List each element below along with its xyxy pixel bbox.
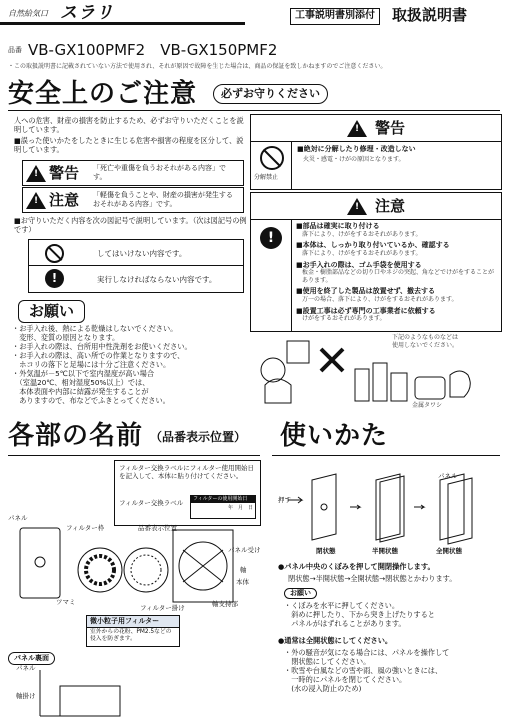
part-shaft: 軸: [240, 566, 247, 574]
part-filter-frame: フィルター枠: [66, 524, 105, 532]
usage-bullet-2-list: ・外の騒音が気になる場合には、パネルを操作して 閉状態にしてください。 ・吹雪や台風などの雪や雨、風の強いときには、 一時的にパネルを閉じてください。 (水の浸入防止のため): [284, 648, 450, 693]
part-shaft-support: 軸支持部: [212, 600, 238, 608]
warning-panel-icon: !: [347, 120, 367, 137]
state-closed: 閉状態: [316, 547, 336, 555]
mandatory-text: 実行しなければならない内容です。: [97, 275, 217, 284]
usage-bullet-2: ●通常は全開状態にしてください。: [278, 636, 393, 645]
warning-item-sub: 火災・感電・けがの原因となります。: [303, 156, 405, 163]
brand-text: 自然給気口: [8, 9, 48, 18]
no-disassembly-icon: [260, 146, 284, 170]
part-body: 本体: [236, 578, 249, 586]
usage-bullet-1-sub: 閉状態→半開状態→全開状態→閉状態とかわります。: [288, 574, 457, 583]
request-title: お願い: [18, 300, 85, 323]
panel-back-diagram: [20, 666, 130, 721]
safety-rule: [8, 110, 500, 111]
warning-label: 警告: [49, 163, 80, 182]
part-knob: ツマミ: [56, 598, 76, 606]
brand-logo: スラリ: [60, 3, 114, 23]
usage-panel-label: パネル: [438, 472, 458, 480]
illus-label: 金属タワシ: [412, 402, 443, 409]
safety-intro: 人への危害、財産の損害を防止するため、必ずお守りいただくことを説明しています。: [14, 116, 244, 134]
state-full-open: 全開状態: [436, 547, 462, 555]
parts-badge: （品番表示位置）: [150, 430, 247, 444]
safety-title: 安全上のご注意: [8, 79, 198, 109]
parts-rule: [8, 455, 260, 456]
caution-item: ■使用を終了した製品は放置せず、撤去する 万一の場合、落下により、けがをするおそれがあります。: [296, 287, 458, 303]
safety-bullet-1: ■誤った使いかたをしたときに生じる危害や損害の程度を区分して、説明しています。: [14, 136, 244, 154]
warning-signal-row: [22, 160, 244, 186]
request-list: ・お手入れ後、熱による乾燥はしないでください。 変形、変質の原因となります。 ・お手入れの際は、台所用中性洗剤をお使いください。 ・お手入れの際は、高い所での作業となりますので、 ホコリの落下と足場には十分ご注意ください。 ・外気温が－5℃以下で室内湿度が高い場合 （室温20℃、相対湿度50%以上）では、 本体表面や内部に結露が発生することが ありますので、布などでふきとってください。: [12, 324, 192, 405]
push-label: 押す: [278, 496, 291, 504]
part-filter-hook: フィルター掛け: [140, 604, 185, 612]
safety-badge: 必ずお守りください: [213, 84, 328, 104]
prohibit-text: してはいけない内容です。: [97, 249, 187, 258]
panel-back-label: パネル裏面: [8, 652, 55, 665]
panel-back-panel: パネル: [16, 664, 36, 672]
warning-desc: 「死亡や重傷を負うおそれがある内容」です。: [93, 164, 226, 181]
safety-bullet-2: ■お守りいただく内容を次の図記号で説明しています。（次は図記号の例です）: [14, 216, 247, 234]
state-half-open: 半開状態: [372, 547, 398, 555]
caution-panel-icon: !: [347, 198, 367, 215]
warning-item-title: ■絶対に分解したり修理・改造しない: [297, 145, 416, 153]
prohibit-icon: [45, 244, 64, 263]
caution-panel-title: 注意: [374, 196, 405, 215]
caution-item: ■本体は、しっかり取り付いているか、確認する 落下により、けがをするおそれがあります。: [296, 241, 450, 257]
usage-rule: [272, 455, 500, 456]
caution-item: ■設置工事は必ず専門の工事業者に依頼する けがをするおそれがあります。: [296, 306, 436, 323]
filter-callout: フィルター交換ラベルにフィルター使用開始日を記入して、本体に貼り付けてください。 フィルター交換ラベル フィルターの使用開始日 年 月 日: [114, 460, 261, 526]
caution-signal-row: [22, 187, 244, 213]
usage-title: 使いかた: [280, 421, 389, 451]
caution-item: ■部品は確実に取り付ける 落下により、けがをするおそれがあります。: [296, 222, 422, 238]
separate-doc-tag: 工事説明書別添付: [290, 8, 380, 25]
part-model-position: 品番表示位置: [138, 524, 177, 532]
warranty-notice: ・この取扱説明書に記載されていない方法で使用され、それが原因で故障を生じた場合は、商品の保証を致しかねますのでご注意ください。: [8, 63, 387, 70]
parts-title: 各部の名前: [8, 421, 144, 451]
warning-panel: [250, 114, 502, 190]
warning-panel-title: 警告: [374, 118, 405, 137]
open-close-states-diagram: [276, 470, 500, 548]
document-title: 取扱説明書: [392, 6, 468, 24]
usage-request-list: ・くぼみを水平に押してください。 斜めに押したり、下から突き上げたりすると パネルがはずれることがあります。: [284, 601, 435, 628]
panel-back-shaft: 軸掛け: [16, 692, 36, 700]
caution-label: 注意: [49, 190, 80, 209]
caution-item: ■お手入れの際は、ゴム手袋を使用する 板金・樹脂部品などの切り口やネジの突起、角などでけがをすることがあります。: [296, 260, 495, 284]
mandatory-action-icon: !: [260, 227, 282, 249]
part-panel-hook: パネル受け: [228, 546, 261, 554]
usage-bullet-1: ●パネル中央のくぼみを押して開閉操作します。: [278, 562, 435, 571]
filter-label-text: フィルター交換ラベル: [119, 499, 184, 507]
caution-triangle-icon: !: [23, 192, 49, 209]
filter-date-label: フィルターの使用開始日 年 月 日: [190, 495, 256, 519]
header-rule: [0, 22, 245, 25]
illus-note: 下記のようなものなどは使用しないでください。: [392, 334, 459, 349]
no-disassembly-label: 分解禁止: [254, 174, 279, 181]
usage-request-label: お願い: [284, 588, 317, 599]
mandatory-icon: !: [45, 269, 64, 288]
model-label: 品番: [8, 46, 22, 54]
symbol-example-box: [28, 239, 244, 293]
fine-particle-filter-box: 微小粒子用フィルター 室外からの花粉、PM2.5などの侵入を防ぎます。: [86, 615, 180, 647]
part-panel: パネル: [8, 514, 28, 522]
model-numbers: VB-GX100PMF2 VB-GX150PMF2: [28, 41, 278, 59]
caution-panel: [250, 192, 502, 332]
cleaning-illustration: [255, 335, 500, 410]
caution-desc: 「軽傷を負うことや、財産の損害が発生するおそれがある内容」です。: [93, 191, 233, 208]
warning-triangle-icon: !: [23, 165, 49, 182]
